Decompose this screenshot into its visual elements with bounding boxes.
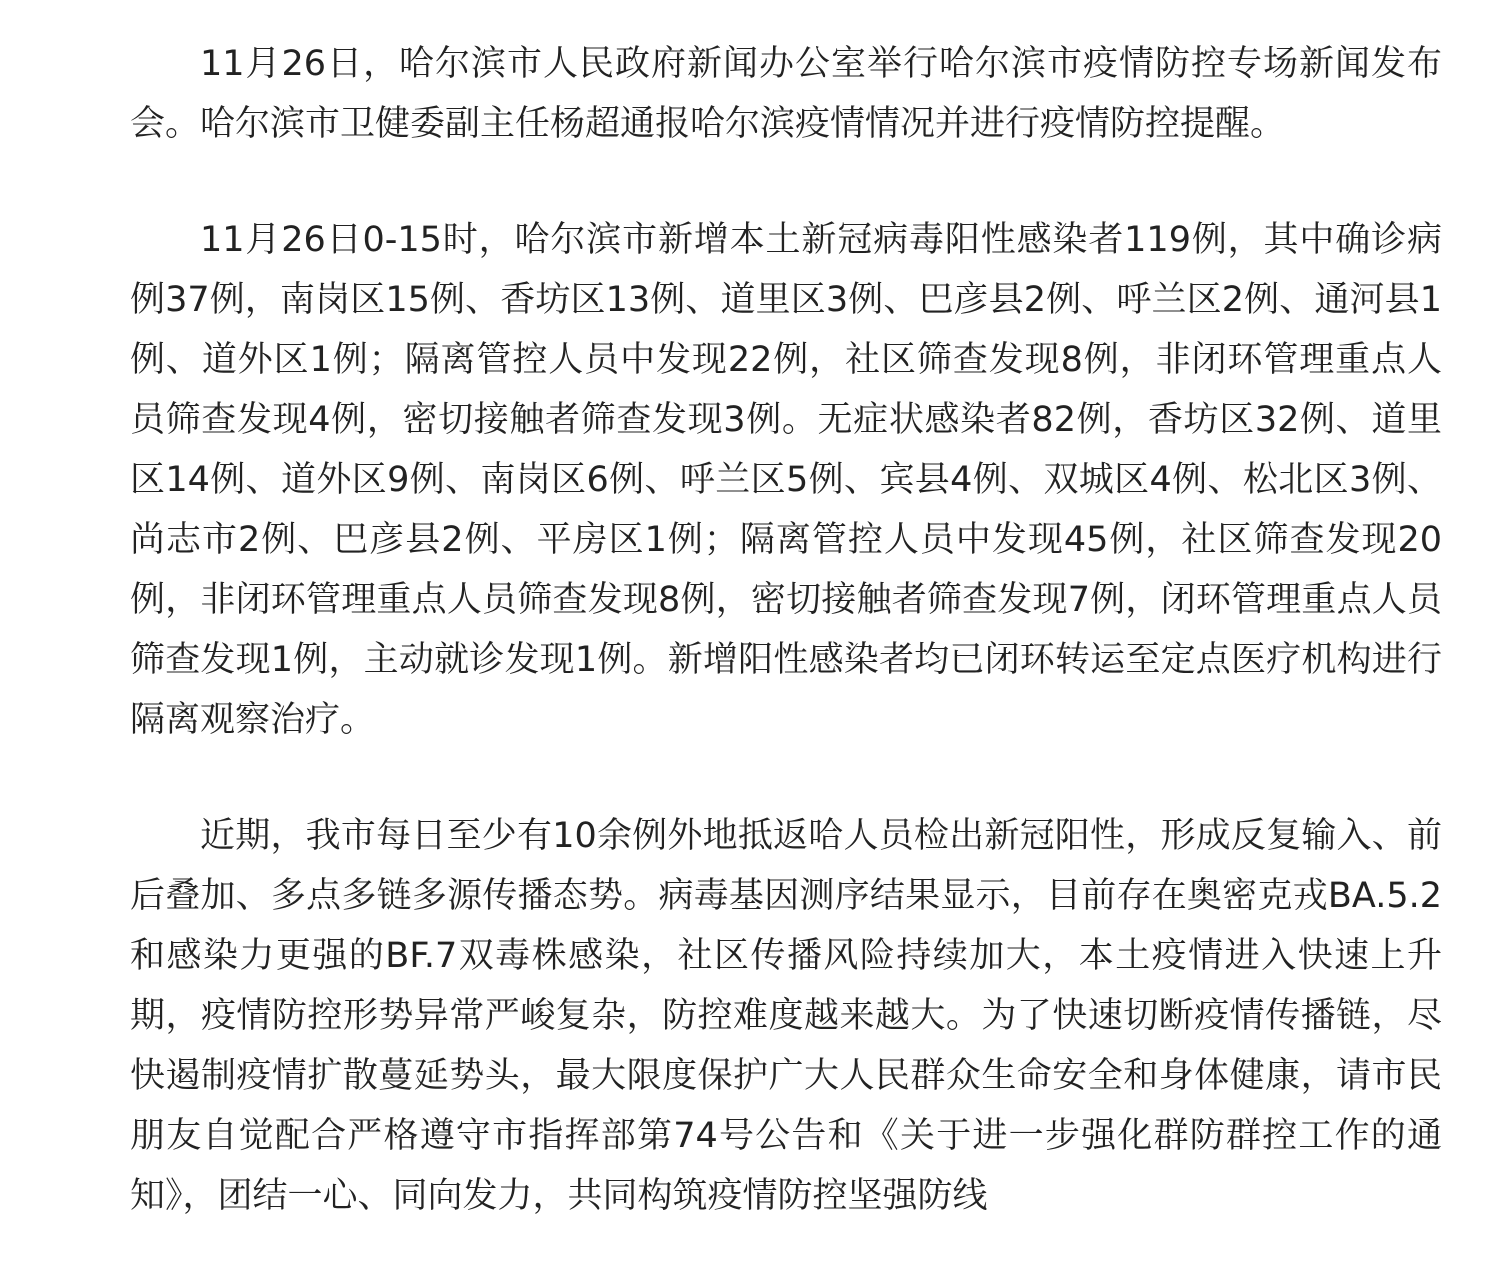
article-body	[130, 34, 1442, 1226]
paragraph-case-report: 11月26日0-15时，哈尔滨市新增本土新冠病毒阳性感染者119例，其中确诊病例37例，南岗区15例、香坊区13例、道里区3例、巴彦县2例、呼兰区2例、通河县1例、道外区1例；隔离管控人员中发现22例，社区筛查发现8例，非闭环管理重点人员筛查发现4例，密切接触者筛查发现3例。无症状感染者82例，香坊区32例、道里区14例、道外区9例、南岗区6例、呼兰区5例、宾县4例、双城区4例、松北区3例、尚志市2例、巴彦县2例、平房区1例；隔离管控人员中发现45例，社区筛查发现20例，非闭环管理重点人员筛查发现8例，密切接触者筛查发现7例，闭环管理重点人员筛查发现1例，主动就诊发现1例。新增阳性感染者均已闭环转运至定点医疗机构进行隔离观察治疗。	[130, 220, 1442, 740]
paragraph-prevention-reminder: 近期，我市每日至少有10余例外地抵返哈人员检出新冠阳性，形成反复输入、前后叠加、多点多链多源传播态势。病毒基因测序结果显示，目前存在奥密克戎BA.5.2和感染力更强的BF.7双毒株感染，社区传播风险持续加大，本土疫情进入快速上升期，疫情防控形势异常严峻复杂，防控难度越来越大。为了快速切断疫情传播链，尽快遏制疫情扩散蔓延势头，最大限度保护广大人民群众生命安全和身体健康，请市民朋友自觉配合严格遵守市指挥部第74号公告和《关于进一步强化群防群控工作的通知》，团结一心、同向发力，共同构筑疫情防控坚强防线	[130, 816, 1442, 1216]
paragraph-press-conference: 11月26日，哈尔滨市人民政府新闻办公室举行哈尔滨市疫情防控专场新闻发布会。哈尔滨市卫健委副主任杨超通报哈尔滨疫情情况并进行疫情防控提醒。	[130, 44, 1442, 144]
watermark-overlay	[1010, 1184, 1210, 1212]
